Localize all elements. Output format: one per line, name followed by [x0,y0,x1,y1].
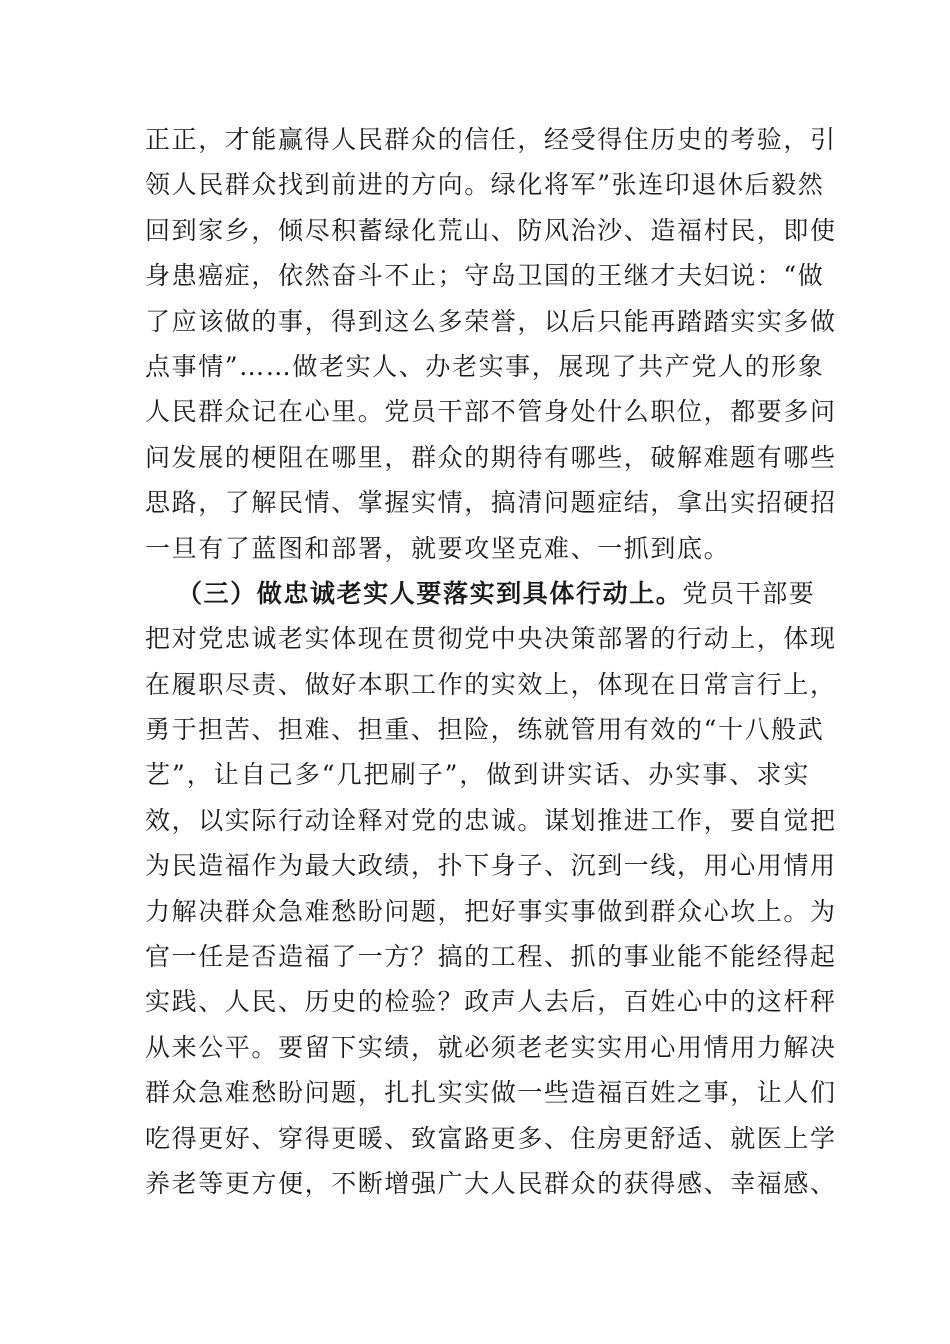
text-line: 为民造福作为最大政绩，扑下身子、沉到一线，用心用情用 [145,851,837,881]
text-line: 艺”，让自己多“几把刷子”，做到讲实话、办实事、求实 [145,760,810,790]
text-line: 在履职尽责、做好本职工作的实效上，体现在日常言行上， [145,669,837,699]
text-line: 群众急难愁盼问题，扎扎实实做一些造福百姓之事，让人们 [145,1078,837,1108]
paragraph-2-first-line [145,571,816,616]
text-line: 问发展的梗阻在哪里，群众的期待有哪些，破解难题有哪些 [145,442,837,472]
document-body [145,117,837,1206]
text-line: 勇于担苦、担难、担重、担险，练就管用有效的“十八般武 [145,715,825,745]
text-line: 实践、人民、历史的检验？政声人去后，百姓心中的这杆秤 [145,987,837,1017]
text-line: 把对党忠诚老实体现在贯彻党中央决策部署的行动上，体现 [145,624,837,654]
text-line: 效，以实际行动诠释对党的忠诚。谋划推进工作，要自觉把 [145,805,837,835]
text-fragment: 党员干部要 [682,578,816,608]
text-line: 一旦有了蓝图和部署，就要攻坚克难、一抓到底。 [145,533,731,563]
text-line: 养老等更方便，不断增强广大人民群众的获得感、幸福感、 [145,1168,837,1198]
text-line: 身患癌症，依然奋斗不止；守岛卫国的王继才夫妇说：“做 [145,261,825,291]
paragraph-1 [145,117,837,571]
text-line: 回到家乡，倾尽积蓄绿化荒山、防风治沙、造福村民，即使 [145,215,837,245]
paragraph-2 [145,571,837,1206]
text-line: 从来公平。要留下实绩，就必须老老实实用心用情用力解决 [145,1032,837,1062]
text-line: 思路，了解民情、掌握实情，搞清问题症结，拿出实招硬招 [145,488,837,518]
text-line: 官一任是否造福了一方？搞的工程、抓的事业能不能经得起 [145,942,837,972]
text-line: 正正，才能赢得人民群众的信任，经受得住历史的考验，引 [145,125,837,154]
text-line: 力解决群众急难愁盼问题，把好事实事做到群众心坎上。为 [145,896,837,926]
text-line: 人民群众记在心里。党员干部不管身处什么职位，都要多问 [145,397,837,427]
text-line: 了应该做的事，得到这么多荣誉，以后只能再踏踏实实多做 [145,306,837,336]
text-line: 吃得更好、穿得更暖、致富路更多、住房更舒适、就医上学 [145,1123,837,1153]
text-line: 领人民群众找到前进的方向。绿化将军”张连印退休后毅然 [145,170,825,200]
text-line: 点事情”……做老实人、办老实事，展现了共产党人的形象 [145,351,825,381]
section-heading: （三）做忠诚老实人要落实到具体行动上。 [177,578,683,608]
